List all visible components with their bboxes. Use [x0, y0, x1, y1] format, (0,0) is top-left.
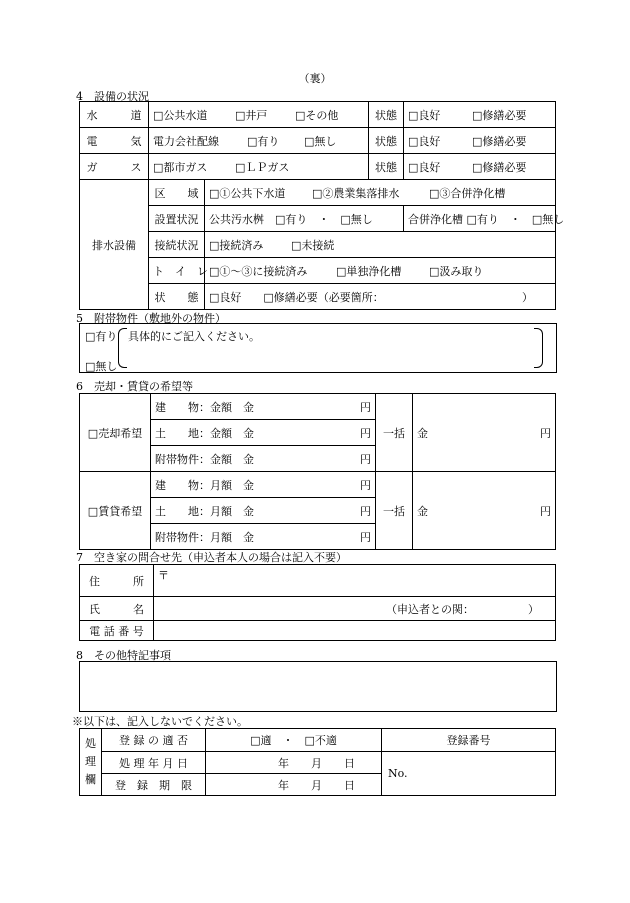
- relation-close: ）: [528, 602, 539, 616]
- section-6-heading: 6 売却・賃貸の希望等: [76, 380, 193, 393]
- attached-yes[interactable]: □有り: [85, 330, 118, 343]
- special-notes-field[interactable]: [79, 661, 557, 712]
- water-opt-well[interactable]: □井戸: [235, 108, 268, 122]
- contact-phone-label: 電 話 番 号: [80, 621, 154, 641]
- drain-install-left[interactable]: 公共汚水桝 □有り ・ □無し: [205, 206, 404, 232]
- rent-bulk-amount: 金: [417, 504, 428, 518]
- drain-connect-row: [80, 232, 556, 258]
- page-title: （裏）: [298, 72, 332, 85]
- elec-state-label: 状態: [369, 128, 404, 154]
- rent-label[interactable]: □賃貸希望: [80, 472, 151, 550]
- office-use-table: [79, 728, 556, 796]
- contact-address-row: [80, 565, 556, 597]
- water-label: 水 道: [80, 102, 149, 128]
- water-state-repair[interactable]: □修繕必要: [472, 108, 527, 122]
- gas-state-repair[interactable]: □修繕必要: [472, 160, 527, 174]
- water-opt-other[interactable]: □その他: [295, 108, 339, 122]
- rent-building-yen: 円: [360, 478, 371, 492]
- rent-building-item: 建 物：月額 金: [155, 478, 254, 492]
- drain-state-close: ）: [522, 290, 533, 304]
- section-7-heading: 7 空き家の問合せ先（申込者本人の場合は記入不要）: [76, 551, 347, 564]
- section-8-heading: 8 その他特記事項: [76, 649, 171, 662]
- contact-address-label: 住 所: [80, 565, 154, 597]
- attached-no[interactable]: □無し: [85, 360, 118, 373]
- section-4-heading: 4 設備の状況: [76, 90, 149, 103]
- relation-label: （申込者との関：: [386, 602, 474, 616]
- sale-building-item: 建 物：金額 金: [155, 400, 254, 414]
- toilet-pumping[interactable]: □汲み取り: [429, 264, 484, 278]
- sale-label[interactable]: □売却希望: [80, 394, 151, 472]
- reg-number-label: 登録番号: [382, 729, 556, 752]
- sale-attached-item: 附帯物件：金額 金: [155, 452, 254, 466]
- contact-name-row: [80, 597, 556, 621]
- rent-bulk-yen: 円: [540, 504, 551, 518]
- drain-state-row: [80, 284, 556, 310]
- contact-name-field[interactable]: [154, 597, 556, 621]
- electricity-label: 電 気: [80, 128, 149, 154]
- contact-phone-field[interactable]: [154, 621, 556, 641]
- equipment-table: [79, 101, 565, 310]
- sale-land-item: 土 地：金額 金: [155, 426, 254, 440]
- elec-state-repair[interactable]: □修繕必要: [472, 134, 527, 148]
- bracket-right: [534, 328, 543, 368]
- drain-state-label: 状 態: [149, 284, 205, 310]
- electricity-row: [80, 128, 556, 154]
- attached-property-box: [79, 323, 557, 373]
- sale-building-yen: 円: [360, 400, 371, 414]
- toilet-connected[interactable]: □①～③に接続済み: [209, 264, 308, 278]
- sale-bulk-label: 一括: [376, 394, 413, 472]
- attached-note: 具体的にご記入ください。: [128, 330, 260, 343]
- contact-table: [79, 564, 556, 641]
- no-label: No.: [388, 767, 408, 780]
- drain-state-options[interactable]: □良好 □修繕必要（必要箇所：: [209, 290, 384, 304]
- gas-opt-city[interactable]: □都市ガス: [153, 160, 208, 174]
- office-side-char-1: 処: [85, 737, 96, 750]
- contact-phone-row: [80, 621, 556, 641]
- rent-attached-item: 附帯物件：月額 金: [155, 530, 254, 544]
- rent-bulk-label: 一括: [376, 472, 413, 550]
- contact-address-field[interactable]: [154, 565, 556, 597]
- drain-connect-done[interactable]: □接続済み: [209, 238, 264, 252]
- gas-label: ガ ス: [80, 154, 149, 180]
- drain-toilet-label: ト イ レ: [149, 258, 205, 284]
- rent-land-item: 土 地：月額 金: [155, 504, 254, 518]
- sale-row-building: [80, 394, 556, 420]
- drain-toilet-row: [80, 258, 556, 284]
- reg-term-label: 登 録 期 限: [102, 774, 206, 796]
- gas-opt-lp[interactable]: □ＬＰガス: [235, 160, 290, 174]
- elec-opt-no[interactable]: □無し: [304, 134, 337, 148]
- postal-mark: 〒: [158, 569, 169, 582]
- drain-area-rural[interactable]: □②農業集落排水: [312, 186, 400, 200]
- gas-state-label: 状態: [369, 154, 404, 180]
- water-state-label: 状態: [369, 102, 404, 128]
- drain-connect-label: 接続状況: [149, 232, 205, 258]
- drain-area-label: 区 域: [149, 180, 205, 206]
- gas-row: [80, 154, 556, 180]
- toilet-single-septic[interactable]: □単独浄化槽: [336, 264, 402, 278]
- rent-land-yen: 円: [360, 504, 371, 518]
- rent-attached-yen: 円: [360, 530, 371, 544]
- elec-state-good[interactable]: □良好: [408, 134, 441, 148]
- process-date-label: 処 理 年 月 日: [102, 752, 206, 774]
- reg-fit-value[interactable]: □適 ・ □不適: [206, 729, 382, 752]
- rent-row-building: [80, 472, 556, 498]
- office-side-char-3: 欄: [85, 773, 96, 786]
- sale-attached-yen: 円: [360, 452, 371, 466]
- office-use-note: ※以下は、記入しないでください。: [72, 715, 248, 728]
- drain-label: 排水設備: [80, 180, 149, 310]
- section-5-heading: 5 附帯物件（敷地外の物件）: [76, 312, 226, 325]
- drain-area-sewer[interactable]: □①公共下水道: [209, 186, 286, 200]
- office-side-char-2: 理: [85, 755, 96, 768]
- sale-bulk-amount: 金: [417, 426, 428, 440]
- water-row: [80, 102, 556, 128]
- water-state-good[interactable]: □良好: [408, 108, 441, 122]
- water-opt-public[interactable]: □公共水道: [153, 108, 208, 122]
- sale-land-yen: 円: [360, 426, 371, 440]
- drain-area-septic[interactable]: □③合併浄化槽: [429, 186, 506, 200]
- contact-name-label: 氏 名: [80, 597, 154, 621]
- drain-install-label: 設置状況: [149, 206, 205, 232]
- drain-install-right[interactable]: 合併浄化槽 □有り ・ □無し: [404, 206, 556, 232]
- drain-connect-none[interactable]: □未接続: [291, 238, 335, 252]
- reg-term-value[interactable]: 年 月 日: [206, 774, 382, 796]
- drain-install-row: [80, 206, 556, 232]
- elec-wiring-label: 電力会社配線: [153, 134, 219, 148]
- drain-area-row: [80, 180, 556, 206]
- reg-number-field[interactable]: [382, 752, 556, 796]
- sale-rent-table: [79, 393, 556, 550]
- sale-bulk-yen: 円: [540, 426, 551, 440]
- elec-opt-yes[interactable]: □有り: [247, 134, 280, 148]
- gas-state-good[interactable]: □良好: [408, 160, 441, 174]
- reg-fit-label: 登 録 の 適 否: [102, 729, 206, 752]
- office-side-label: [80, 729, 102, 796]
- process-date-value[interactable]: 年 月 日: [206, 752, 382, 774]
- bracket-left: [118, 328, 127, 368]
